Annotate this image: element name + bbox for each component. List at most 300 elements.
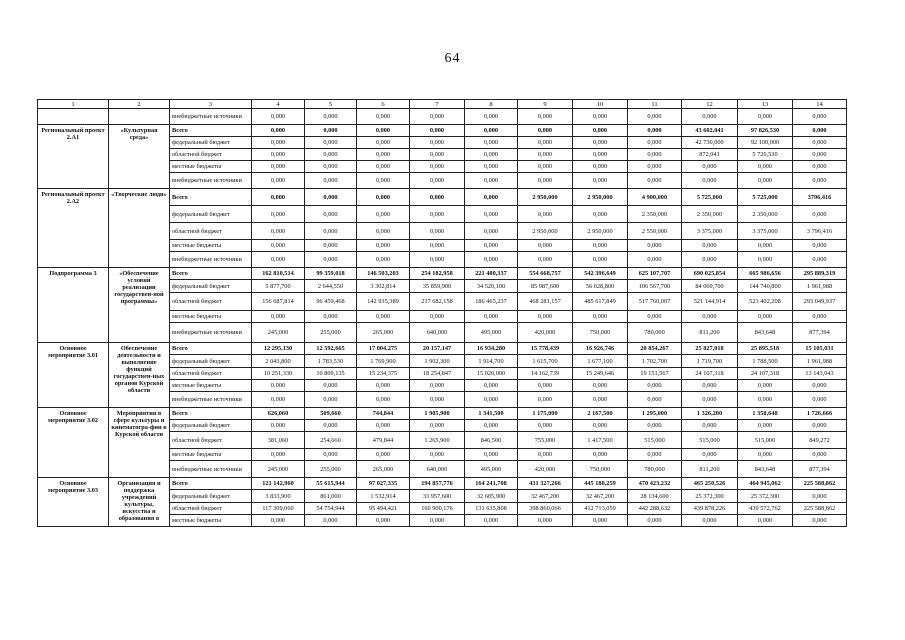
funding-source-cell: местные бюджеты — [170, 380, 252, 392]
value-cell: 412 713,059 — [573, 503, 628, 515]
value-cell: 0,000 — [357, 189, 410, 206]
value-cell: 0,000 — [465, 380, 518, 392]
funding-source-cell: местные бюджеты — [170, 161, 252, 173]
value-cell: 0,000 — [682, 420, 738, 432]
value-cell: 1 295,000 — [628, 408, 682, 420]
value-cell: 18 254,847 — [410, 368, 465, 380]
value-cell: 0,000 — [410, 149, 465, 161]
funding-source-cell: Всего — [170, 189, 252, 206]
table-row — [38, 189, 847, 206]
value-cell: 265,000 — [357, 323, 410, 343]
value-cell: 5 725,000 — [738, 189, 793, 206]
value-cell: 121 142,960 — [252, 478, 305, 490]
value-cell: 439 572,762 — [738, 503, 793, 515]
value-cell: 254 182,958 — [410, 268, 465, 280]
value-cell: 509,660 — [305, 408, 357, 420]
value-cell: 470 423,232 — [628, 478, 682, 490]
funding-source-cell: Всего — [170, 268, 252, 280]
value-cell: 0,000 — [518, 125, 573, 137]
value-cell: 0,000 — [793, 380, 847, 392]
value-cell: 485 617,849 — [573, 293, 628, 311]
value-cell: 0,000 — [357, 173, 410, 189]
value-cell: 0,000 — [252, 311, 305, 323]
value-cell: 0,000 — [252, 240, 305, 252]
value-cell: 25 372,300 — [682, 490, 738, 503]
header-cell: 3 — [170, 100, 252, 109]
funding-source-cell: Всего — [170, 125, 252, 137]
header-cell: 10 — [573, 100, 628, 109]
value-cell: 2 550,000 — [628, 223, 682, 240]
value-cell: 0,000 — [628, 420, 682, 432]
value-cell: 755,000 — [518, 432, 573, 449]
value-cell: 0,000 — [738, 173, 793, 189]
value-cell: 2 167,500 — [573, 408, 628, 420]
budget-table-wrapper — [37, 99, 846, 527]
value-cell: 872,041 — [682, 149, 738, 161]
value-cell: 0,000 — [738, 420, 793, 432]
value-cell: 15 249,646 — [573, 368, 628, 380]
value-cell: 0,000 — [628, 380, 682, 392]
value-cell: 20 157,147 — [410, 343, 465, 355]
value-cell: 750,000 — [573, 461, 628, 478]
value-cell: 420,000 — [518, 461, 573, 478]
value-cell: 162 810,514 — [252, 268, 305, 280]
value-cell: 0,000 — [357, 206, 410, 223]
value-cell: 0,000 — [305, 109, 357, 125]
value-cell: 517 760,007 — [628, 293, 682, 311]
value-cell: 117 309,060 — [252, 503, 305, 515]
value-cell: 1 532,914 — [357, 490, 410, 503]
value-cell: 3796,416 — [793, 189, 847, 206]
value-cell: 32 467,200 — [573, 490, 628, 503]
value-cell: 20 854,267 — [628, 343, 682, 355]
funding-source-cell: внебюджетные источники — [170, 392, 252, 408]
value-cell: 0,000 — [465, 189, 518, 206]
value-cell: 0,000 — [738, 380, 793, 392]
value-cell: 0,000 — [628, 149, 682, 161]
funding-source-cell: внебюджетные источники — [170, 252, 252, 268]
value-cell: 0,000 — [252, 515, 305, 527]
value-cell: 0,000 — [410, 206, 465, 223]
program-name-cell: «Обеспечение условий реализации государствен-ной программы» — [109, 268, 170, 343]
value-cell: 25 895,518 — [738, 343, 793, 355]
value-cell: 479,844 — [357, 432, 410, 449]
value-cell: 515,000 — [738, 432, 793, 449]
value-cell: 0,000 — [682, 109, 738, 125]
value-cell: 1 902,300 — [410, 355, 465, 368]
value-cell: 160 900,176 — [410, 503, 465, 515]
funding-source-cell: внебюджетные источники — [170, 461, 252, 478]
value-cell: 0,000 — [357, 311, 410, 323]
value-cell: 0,000 — [628, 161, 682, 173]
value-cell: 640,000 — [410, 323, 465, 343]
value-cell: 780,000 — [628, 323, 682, 343]
table-row — [38, 408, 847, 420]
value-cell: 1 702,700 — [628, 355, 682, 368]
value-cell: 625 107,707 — [628, 268, 682, 280]
value-cell: 0,000 — [357, 109, 410, 125]
value-cell: 0,000 — [410, 109, 465, 125]
table-row — [38, 478, 847, 490]
program-name-cell: Обеспечение деятельности и выполнение функций государствен-ных органов Курской области — [109, 343, 170, 408]
header-cell: 6 — [357, 100, 410, 109]
value-cell: 245,000 — [252, 323, 305, 343]
value-cell: 0,000 — [518, 149, 573, 161]
value-cell: 0,000 — [573, 149, 628, 161]
value-cell: 0,000 — [305, 206, 357, 223]
header-cell: 1 — [38, 100, 109, 109]
value-cell: 13 143,043 — [793, 368, 847, 380]
value-cell: 32 605,900 — [465, 490, 518, 503]
value-cell: 92 100,000 — [738, 137, 793, 149]
value-cell: 1 358,648 — [738, 408, 793, 420]
header-cell: 4 — [252, 100, 305, 109]
program-code-cell: Основное мероприятие 3.03 — [38, 478, 109, 527]
value-cell: 0,000 — [682, 449, 738, 461]
value-cell: 0,000 — [628, 252, 682, 268]
value-cell: 0,000 — [410, 189, 465, 206]
value-cell: 0,000 — [465, 137, 518, 149]
value-cell: 33 957,600 — [410, 490, 465, 503]
funding-source-cell: Всего — [170, 478, 252, 490]
header-cell: 8 — [465, 100, 518, 109]
value-cell: 265,000 — [357, 461, 410, 478]
value-cell: 0,000 — [410, 515, 465, 527]
value-cell: 0,000 — [305, 311, 357, 323]
value-cell: 0,000 — [410, 252, 465, 268]
value-cell: 221 480,337 — [465, 268, 518, 280]
value-cell: 3 375,000 — [738, 223, 793, 240]
funding-source-cell: областной бюджет — [170, 432, 252, 449]
program-code-cell: Региональный проект 2.А1 — [38, 125, 109, 189]
value-cell: 0,000 — [793, 161, 847, 173]
value-cell: 0,000 — [465, 109, 518, 125]
value-cell: 0,000 — [518, 252, 573, 268]
value-cell: 144 740,800 — [738, 280, 793, 293]
funding-source-cell: Всего — [170, 408, 252, 420]
value-cell: 0,000 — [518, 392, 573, 408]
value-cell: 3 796,416 — [793, 223, 847, 240]
value-cell: 0,000 — [738, 240, 793, 252]
value-cell: 106 567,700 — [628, 280, 682, 293]
value-cell: 0,000 — [628, 109, 682, 125]
value-cell: 0,000 — [682, 311, 738, 323]
value-cell: 1 719,700 — [682, 355, 738, 368]
program-code-cell — [38, 109, 109, 125]
value-cell: 0,000 — [305, 173, 357, 189]
value-cell: 0,000 — [410, 380, 465, 392]
value-cell: 12 592,665 — [305, 343, 357, 355]
value-cell: 0,000 — [573, 161, 628, 173]
value-cell: 420,000 — [518, 323, 573, 343]
value-cell: 439 878,226 — [682, 503, 738, 515]
value-cell: 56 028,800 — [573, 280, 628, 293]
value-cell: 0,000 — [357, 252, 410, 268]
value-cell: 25 827,018 — [682, 343, 738, 355]
value-cell: 523 402,208 — [738, 293, 793, 311]
value-cell: 0,000 — [573, 380, 628, 392]
value-cell: 0,000 — [305, 161, 357, 173]
value-cell: 0,000 — [357, 515, 410, 527]
value-cell: 99 359,018 — [305, 268, 357, 280]
value-cell: 2 644,550 — [305, 280, 357, 293]
program-code-cell: Региональный проект 2.А2 — [38, 189, 109, 268]
value-cell: 0,000 — [628, 449, 682, 461]
value-cell: 640,000 — [410, 461, 465, 478]
program-name-cell: «Культурная среда» — [109, 125, 170, 189]
value-cell: 0,000 — [518, 420, 573, 432]
value-cell: 0,000 — [793, 109, 847, 125]
value-cell: 1 615,700 — [518, 355, 573, 368]
value-cell: 0,000 — [793, 125, 847, 137]
value-cell: 0,000 — [410, 240, 465, 252]
value-cell: 0,000 — [738, 109, 793, 125]
value-cell: 25 372,300 — [738, 490, 793, 503]
value-cell: 43 602,041 — [682, 125, 738, 137]
value-cell: 10 251,330 — [252, 368, 305, 380]
value-cell: 0,000 — [628, 240, 682, 252]
value-cell: 0,000 — [305, 240, 357, 252]
value-cell: 0,000 — [357, 137, 410, 149]
value-cell: 3 375,000 — [682, 223, 738, 240]
value-cell: 16 926,746 — [573, 343, 628, 355]
value-cell: 0,000 — [252, 109, 305, 125]
value-cell: 32 467,200 — [518, 490, 573, 503]
value-cell: 1 417,500 — [573, 432, 628, 449]
value-cell: 2 950,000 — [518, 223, 573, 240]
value-cell: 0,000 — [793, 515, 847, 527]
value-cell: 0,000 — [738, 311, 793, 323]
funding-source-cell: областной бюджет — [170, 293, 252, 311]
program-name-cell — [109, 109, 170, 125]
value-cell: 0,000 — [793, 490, 847, 503]
value-cell: 0,000 — [738, 161, 793, 173]
value-cell: 0,000 — [305, 392, 357, 408]
value-cell: 1 265,900 — [410, 432, 465, 449]
value-cell: 468 281,157 — [518, 293, 573, 311]
value-cell: 0,000 — [518, 137, 573, 149]
funding-source-cell: внебюджетные источники — [170, 323, 252, 343]
value-cell: 0,000 — [738, 515, 793, 527]
value-cell: 0,000 — [573, 125, 628, 137]
value-cell: 0,000 — [793, 449, 847, 461]
value-cell: 0,000 — [252, 380, 305, 392]
value-cell: 811,200 — [682, 461, 738, 478]
value-cell: 1 961,988 — [793, 280, 847, 293]
value-cell: 442 288,632 — [628, 503, 682, 515]
value-cell: 2 350,000 — [682, 206, 738, 223]
value-cell: 0,000 — [252, 223, 305, 240]
value-cell: 0,000 — [682, 252, 738, 268]
value-cell: 0,000 — [465, 311, 518, 323]
value-cell: 0,000 — [465, 449, 518, 461]
value-cell: 0,000 — [738, 392, 793, 408]
value-cell: 849,272 — [793, 432, 847, 449]
value-cell: 10 809,135 — [305, 368, 357, 380]
value-cell: 1 788,500 — [738, 355, 793, 368]
value-cell: 0,000 — [518, 380, 573, 392]
value-cell: 0,000 — [465, 420, 518, 432]
funding-source-cell: областной бюджет — [170, 368, 252, 380]
value-cell: 0,000 — [518, 206, 573, 223]
value-cell: 2 350,000 — [628, 206, 682, 223]
funding-source-cell: федеральный бюджет — [170, 420, 252, 432]
value-cell: 85 987,600 — [518, 280, 573, 293]
value-cell: 0,000 — [357, 240, 410, 252]
value-cell: 398 860,066 — [518, 503, 573, 515]
value-cell: 0,000 — [793, 392, 847, 408]
value-cell: 156 687,814 — [252, 293, 305, 311]
value-cell: 1 961,988 — [793, 355, 847, 368]
program-name-cell: «Творческие люди» — [109, 189, 170, 268]
value-cell: 445 180,259 — [573, 478, 628, 490]
funding-source-cell: местные бюджеты — [170, 240, 252, 252]
value-cell: 464 945,062 — [738, 478, 793, 490]
value-cell: 55 615,944 — [305, 478, 357, 490]
value-cell: 0,000 — [305, 252, 357, 268]
value-cell: 495,000 — [465, 461, 518, 478]
value-cell: 0,000 — [410, 311, 465, 323]
value-cell: 0,000 — [793, 311, 847, 323]
value-cell: 15 105,031 — [793, 343, 847, 355]
value-cell: 0,000 — [465, 252, 518, 268]
table-row — [38, 343, 847, 355]
value-cell: 217 682,158 — [410, 293, 465, 311]
value-cell: 164 241,708 — [465, 478, 518, 490]
value-cell: 877,394 — [793, 461, 847, 478]
value-cell: 1 175,000 — [518, 408, 573, 420]
value-cell: 0,000 — [252, 449, 305, 461]
header-cell: 13 — [738, 100, 793, 109]
value-cell: 0,000 — [357, 420, 410, 432]
value-cell: 96 459,468 — [305, 293, 357, 311]
value-cell: 0,000 — [357, 449, 410, 461]
value-cell: 225 588,862 — [793, 478, 847, 490]
value-cell: 0,000 — [410, 449, 465, 461]
value-cell: 1 783,530 — [305, 355, 357, 368]
value-cell: 515,000 — [628, 432, 682, 449]
program-code-cell: Основное мероприятие 3.01 — [38, 343, 109, 408]
header-cell: 5 — [305, 100, 357, 109]
value-cell: 0,000 — [465, 392, 518, 408]
value-cell: 97 027,335 — [357, 478, 410, 490]
value-cell: 19 151,567 — [628, 368, 682, 380]
value-cell: 225 588,862 — [793, 503, 847, 515]
value-cell: 554 668,757 — [518, 268, 573, 280]
value-cell: 744,844 — [357, 408, 410, 420]
value-cell: 1 905,900 — [410, 408, 465, 420]
value-cell: 0,000 — [305, 223, 357, 240]
table-body — [38, 100, 847, 527]
value-cell: 245,000 — [252, 461, 305, 478]
header-cell: 7 — [410, 100, 465, 109]
value-cell: 1 726,666 — [793, 408, 847, 420]
value-cell: 0,000 — [573, 109, 628, 125]
value-cell: 0,000 — [793, 137, 847, 149]
value-cell: 0,000 — [252, 125, 305, 137]
funding-source-cell: внебюджетные источники — [170, 173, 252, 189]
value-cell: 0,000 — [573, 420, 628, 432]
value-cell: 0,000 — [573, 240, 628, 252]
value-cell: 0,000 — [518, 449, 573, 461]
value-cell: 0,000 — [518, 240, 573, 252]
program-name-cell: Мероприятия в сфере культуры и кинематогра-фии в Курской области — [109, 408, 170, 478]
value-cell: 0,000 — [628, 125, 682, 137]
value-cell: 24 107,318 — [738, 368, 793, 380]
funding-source-cell: местные бюджеты — [170, 515, 252, 527]
value-cell: 1 341,500 — [465, 408, 518, 420]
funding-source-cell: федеральный бюджет — [170, 490, 252, 503]
value-cell: 0,000 — [682, 161, 738, 173]
value-cell: 626,060 — [252, 408, 305, 420]
value-cell: 0,000 — [573, 206, 628, 223]
value-cell: 0,000 — [628, 173, 682, 189]
value-cell: 0,000 — [465, 161, 518, 173]
value-cell: 0,000 — [573, 311, 628, 323]
value-cell: 0,000 — [410, 173, 465, 189]
value-cell: 1 326,200 — [682, 408, 738, 420]
value-cell: 0,000 — [682, 392, 738, 408]
value-cell: 5 877,700 — [252, 280, 305, 293]
value-cell: 0,000 — [738, 449, 793, 461]
header-cell: 11 — [628, 100, 682, 109]
value-cell: 381,060 — [252, 432, 305, 449]
value-cell: 2 950,000 — [573, 223, 628, 240]
value-cell: 0,000 — [410, 420, 465, 432]
value-cell: 28 134,600 — [628, 490, 682, 503]
value-cell: 843,648 — [738, 323, 793, 343]
value-cell: 0,000 — [465, 223, 518, 240]
value-cell: 1 769,900 — [357, 355, 410, 368]
value-cell: 465 250,526 — [682, 478, 738, 490]
value-cell: 0,000 — [738, 252, 793, 268]
value-cell: 35 859,900 — [410, 280, 465, 293]
value-cell: 0,000 — [793, 206, 847, 223]
value-cell: 293 049,937 — [793, 293, 847, 311]
value-cell: 0,000 — [793, 420, 847, 432]
page-number: 64 — [444, 51, 461, 66]
value-cell: 0,000 — [628, 311, 682, 323]
value-cell: 0,000 — [252, 149, 305, 161]
value-cell: 84 069,700 — [682, 280, 738, 293]
value-cell: 0,000 — [410, 223, 465, 240]
value-cell: 12 295,130 — [252, 343, 305, 355]
funding-source-cell: Всего — [170, 343, 252, 355]
value-cell: 0,000 — [465, 125, 518, 137]
value-cell: 0,000 — [357, 392, 410, 408]
value-cell: 0,000 — [357, 223, 410, 240]
value-cell: 254,660 — [305, 432, 357, 449]
funding-source-cell: федеральный бюджет — [170, 206, 252, 223]
value-cell: 194 857,776 — [410, 478, 465, 490]
value-cell: 0,000 — [465, 240, 518, 252]
header-row — [38, 100, 847, 109]
value-cell: 861,000 — [305, 490, 357, 503]
value-cell: 14 162,739 — [518, 368, 573, 380]
value-cell: 521 144,914 — [682, 293, 738, 311]
value-cell: 542 396,649 — [573, 268, 628, 280]
value-cell: 4 900,000 — [628, 189, 682, 206]
value-cell: 0,000 — [252, 420, 305, 432]
value-cell: 0,000 — [793, 149, 847, 161]
value-cell: 0,000 — [357, 125, 410, 137]
value-cell: 0,000 — [252, 189, 305, 206]
value-cell: 877,394 — [793, 323, 847, 343]
value-cell: 843,648 — [738, 461, 793, 478]
table-row — [38, 109, 847, 125]
value-cell: 0,000 — [410, 161, 465, 173]
value-cell: 0,000 — [573, 252, 628, 268]
